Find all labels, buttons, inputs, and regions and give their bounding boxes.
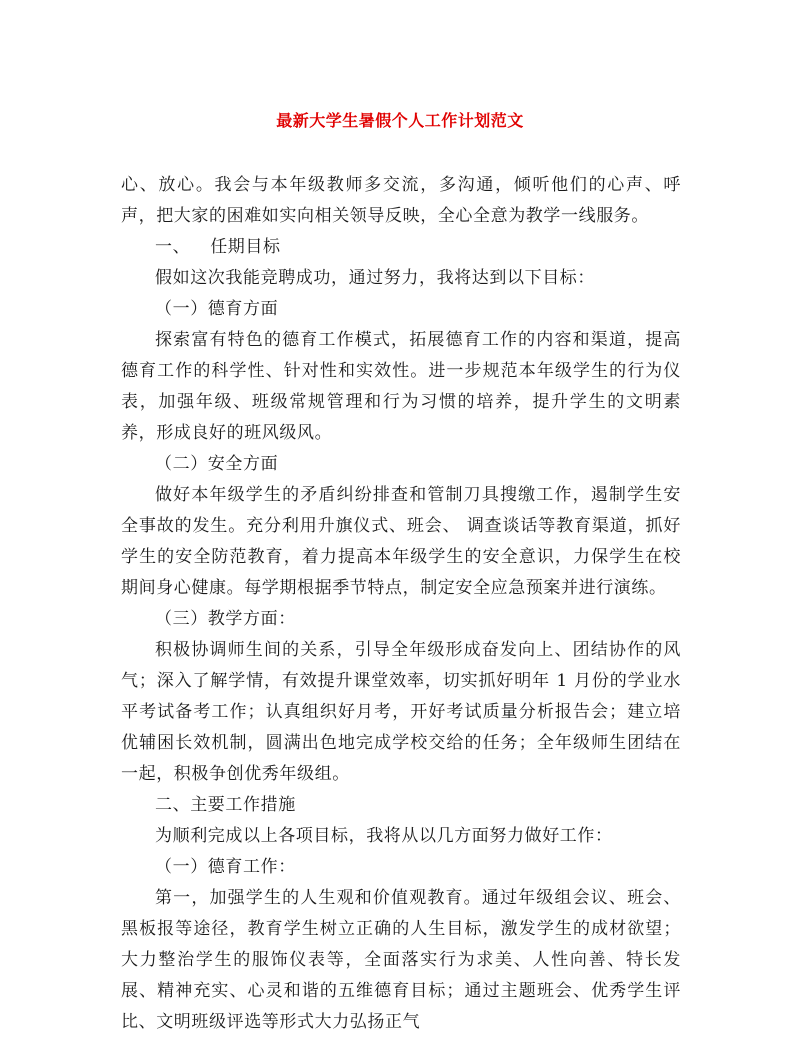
- section-heading-term-goals: [121, 232, 681, 263]
- subheading-safety: （二）安全方面: [155, 454, 279, 474]
- paragraph-teaching: 积极协调师生间的关系，引导全年级形成奋发向上、团结协作的风气；深入了解学情，有效提升课堂效率，切实抓好明年 1 月份的学业水平考试备考工作；认真组织好月考，开好考试质量分析报告会；建立培优辅困长效机制，圆满出色地完成学校交给的任务；全年级师生团结在一起，积极争创优秀年级组。: [121, 640, 681, 784]
- subheading-teaching: （三）教学方面：: [155, 609, 296, 629]
- paragraph-moral-work: 第一，加强学生的人生观和价值观教育。通过年级组会议、班会、黑板报等途径，教育学生树立正确的人生目标，激发学生的成材欲望；大力整治学生的服饰仪表等，全面落实行为求美、人性向善、特长发展、精神充实、心灵和谐的五维德育目标；通过主题班会、优秀学生评比、文明班级评选等形式大力弘扬正气: [121, 888, 681, 1032]
- paragraph-measures-intro: 为顺利完成以上各项目标，我将从以几方面努力做好工作：: [155, 826, 613, 846]
- subheading-moral-education: （一）德育方面: [155, 299, 279, 319]
- document-body: [121, 170, 681, 1038]
- section-heading-label: 任期目标: [210, 237, 281, 257]
- paragraph-continuation: 心、放心。我会与本年级教师多交流，多沟通，倾听他们的心声、呼声，把大家的困难如实向相关领导反映，全心全意为教学一线服务。: [121, 175, 681, 226]
- document-title: 最新大学生暑假个人工作计划范文: [276, 111, 524, 130]
- paragraph-goals-intro: 假如这次我能竞聘成功，通过努力，我将达到以下目标：: [155, 268, 595, 288]
- paragraph-safety: 做好本年级学生的矛盾纠纷排查和管制刀具搜缴工作，遏制学生安全事故的发生。充分利用升旗仪式、班会、 调查谈话等教育渠道，抓好学生的安全防范教育，着力提高本年级学生的安全意识，力保学生在校期间身心健康。每学期根据季节特点，制定安全应急预案并进行演练。: [121, 485, 681, 598]
- subheading-moral-work: （一）德育工作：: [155, 857, 296, 877]
- section-heading-measures: 二、主要工作措施: [155, 795, 296, 815]
- paragraph-moral-education: 探索富有特色的德育工作模式，拓展德育工作的内容和渠道，提高德育工作的科学性、针对性和实效性。进一步规范本年级学生的行为仪表，加强年级、班级常规管理和行为习惯的培养，提升学生的文明素养，形成良好的班风级风。: [121, 330, 681, 443]
- section-number: 一、: [155, 237, 191, 257]
